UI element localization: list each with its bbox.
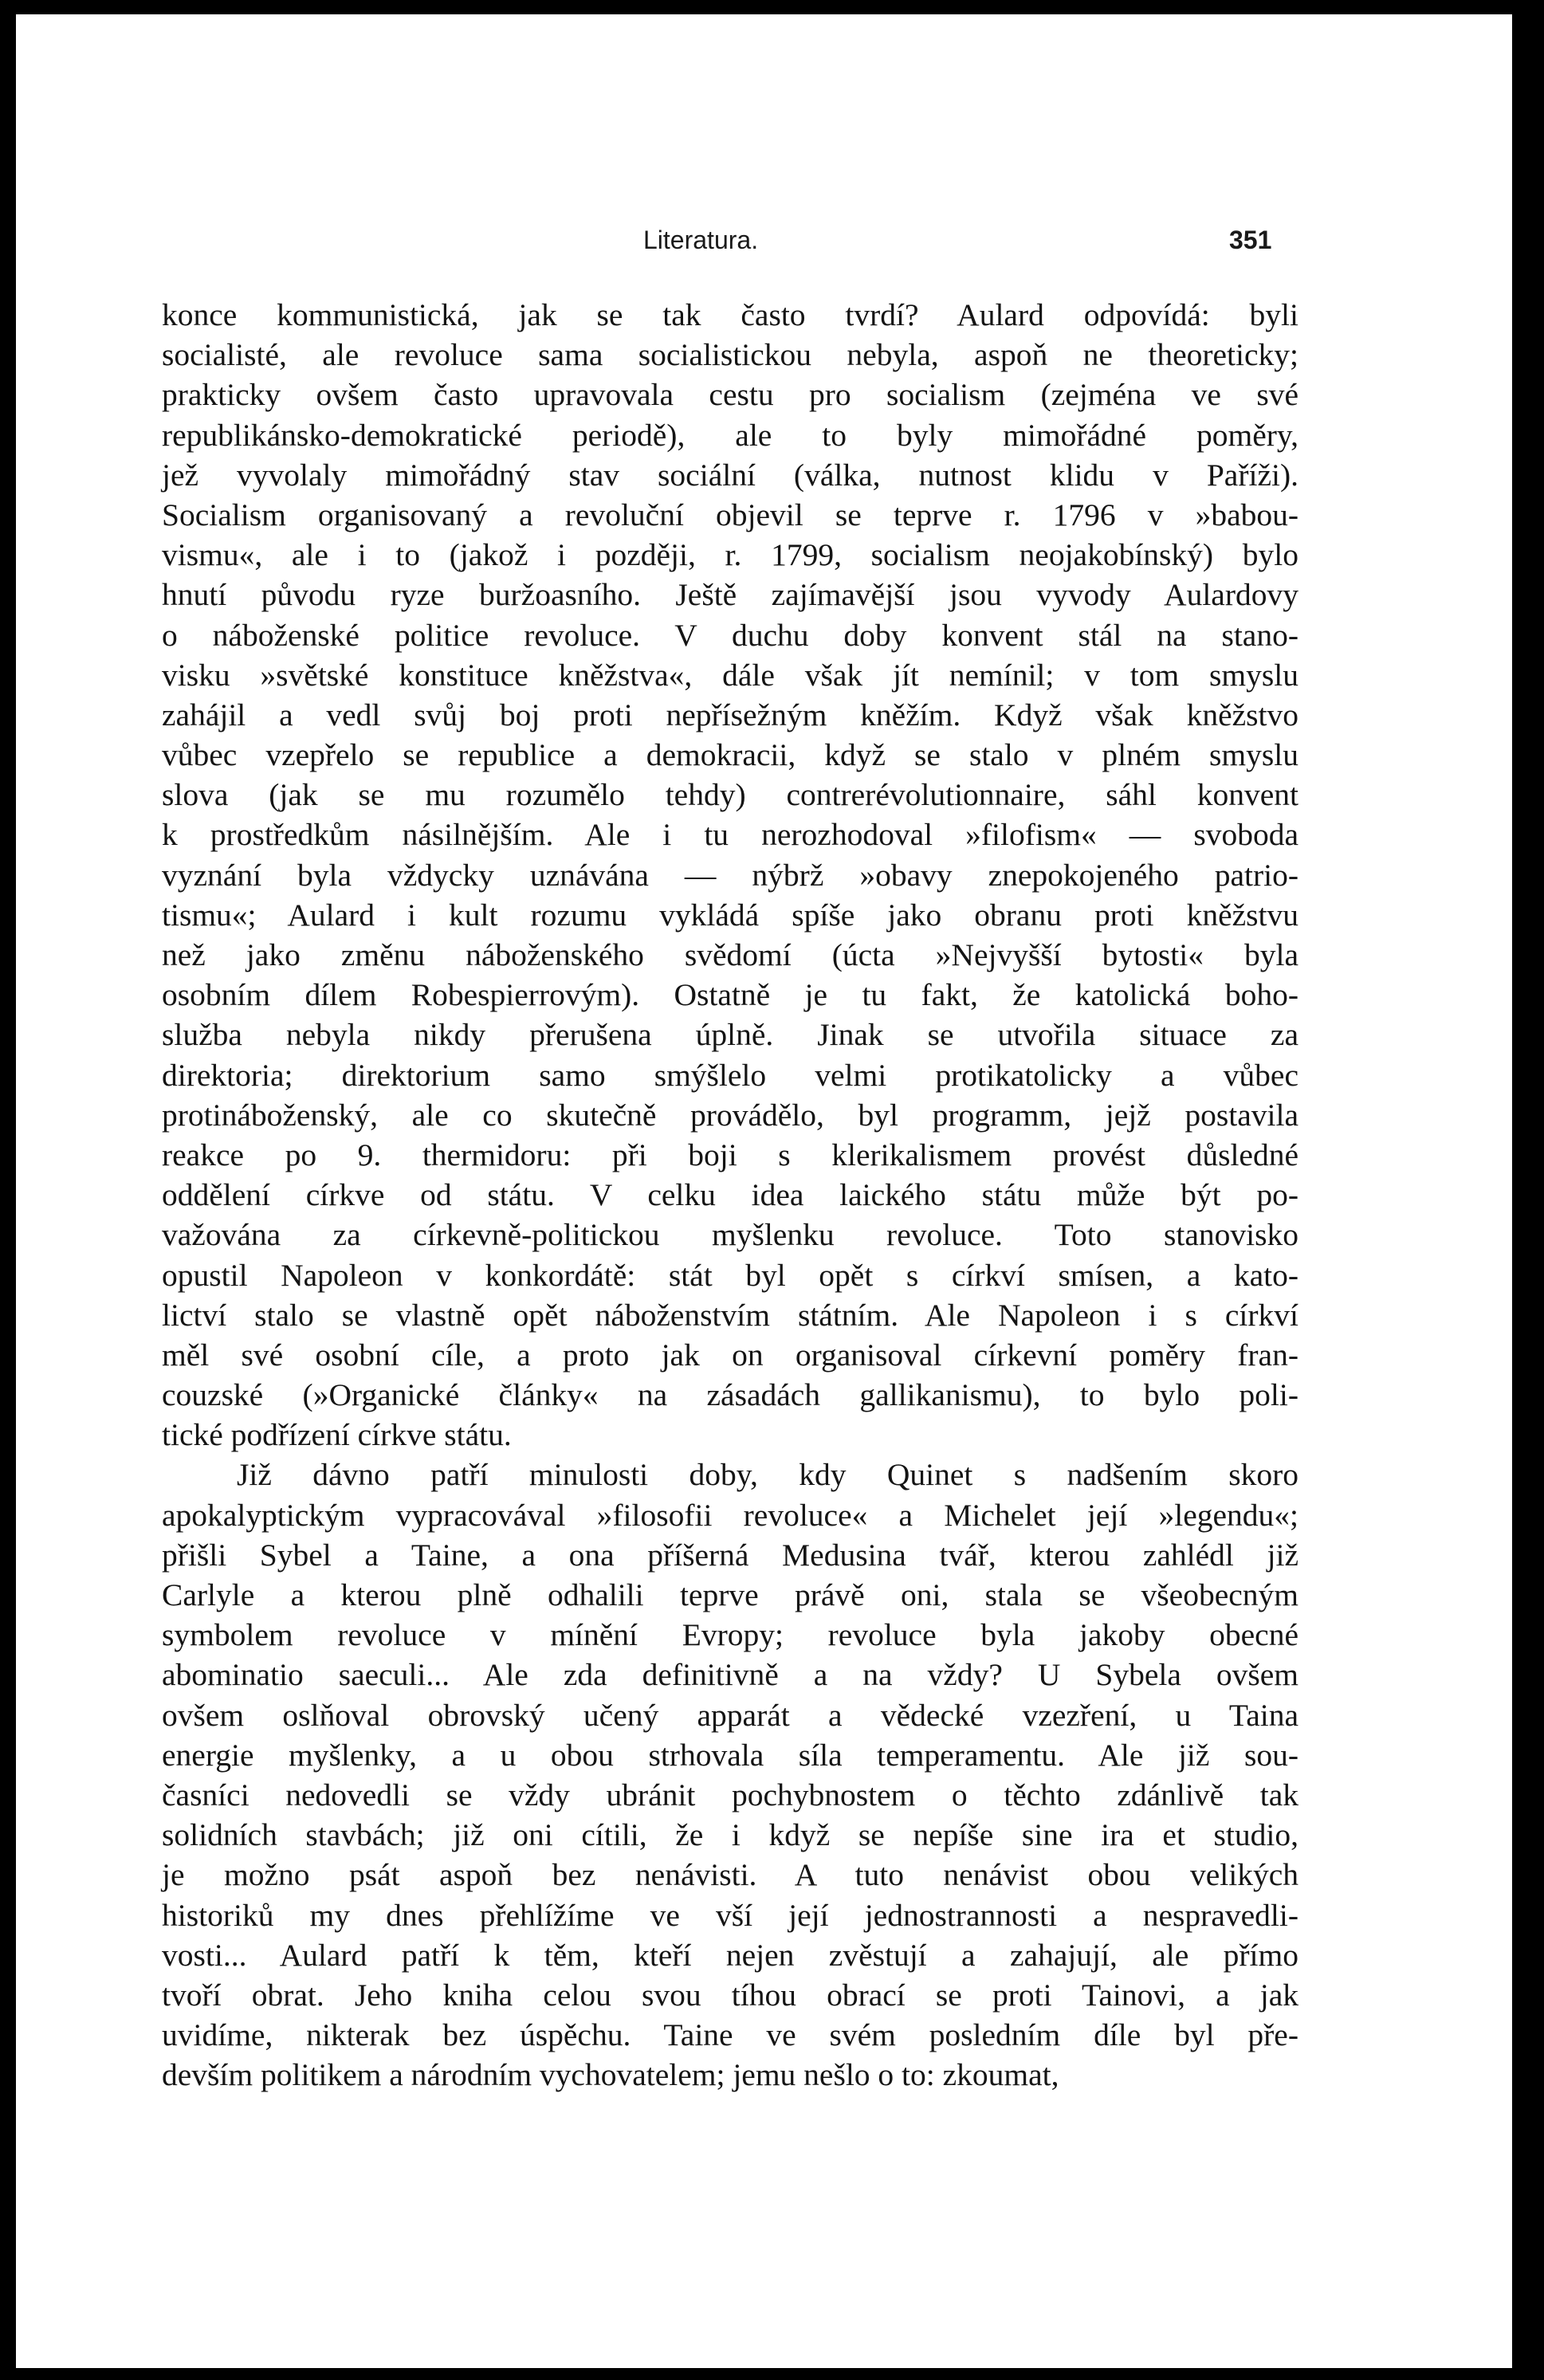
- text-line: opustil Napoleon v konkordátě: stát byl opět s církví smísen, a kato-: [162, 1257, 1298, 1293]
- text-line: vismu«, ale i to (jakož i později, r. 1799, socialism neojakobínský) bylo: [162, 537, 1298, 573]
- running-head: Literatura.: [643, 226, 759, 254]
- text-line: energie myšlenky, a u obou strhovala síla temperamentu. Ale již sou-: [162, 1737, 1298, 1773]
- paragraph: [162, 1455, 1298, 2095]
- text-line: k prostředkům násilnějším. Ale i tu nerozhodoval »filofism« — svoboda: [162, 817, 1298, 853]
- body-text: [162, 295, 1298, 2095]
- text-line: devším politikem a národním vychovatelem; jemu nešlo o to: zkoumat,: [162, 2057, 1059, 2093]
- text-line: osobním dílem Robespierrovým). Ostatně je tu fakt, že katolická boho-: [162, 977, 1298, 1013]
- text-line: slova (jak se mu rozumělo tehdy) contrerévolutionnaire, sáhl konvent: [162, 777, 1298, 813]
- text-line: ovšem oslňoval obrovský učený apparát a vědecké vzezření, u Taina: [162, 1697, 1298, 1733]
- page-header: [16, 226, 1512, 257]
- text-line: je možno psát aspoň bez nenávisti. A tuto nenávist obou velikých: [162, 1857, 1298, 1893]
- text-line: oddělení církve od státu. V celku idea laického státu může být po-: [162, 1177, 1298, 1213]
- text-line: uvidíme, nikterak bez úspěchu. Taine ve svém posledním díle byl pře-: [162, 2017, 1298, 2053]
- text-line: přišli Sybel a Taine, a ona příšerná Medusina tvář, kterou zahlédl již: [162, 1537, 1298, 1573]
- text-line: historiků my dnes přehlížíme ve vší její jednostrannosti a nespravedli-: [162, 1897, 1298, 1933]
- text-line: hnutí původu ryze buržoasního. Ještě zajímavější jsou vyvody Aulardovy: [162, 577, 1298, 613]
- text-line: važována za církevně-politickou myšlenku revoluce. Toto stanovisko: [162, 1217, 1298, 1253]
- text-line: Carlyle a kterou plně odhalili teprve právě oni, stala se všeobecným: [162, 1577, 1298, 1612]
- text-line: časníci nedovedli se vždy ubránit pochybnostem o těchto zdánlivě tak: [162, 1777, 1298, 1812]
- text-line: tvoří obrat. Jeho kniha celou svou tíhou obrací se proti Tainovi, a jak: [162, 1977, 1298, 2013]
- text-line: abominatio saeculi... Ale zda definitivně a na vždy? U Sybela ovšem: [162, 1657, 1298, 1693]
- text-line: tismu«; Aulard i kult rozumu vykládá spíše jako obranu proti kněžstvu: [162, 897, 1298, 933]
- text-line: zahájil a vedl svůj boj proti nepřísežným kněžím. Když však kněžstvo: [162, 697, 1298, 732]
- text-line: direktoria; direktorium samo smýšlelo velmi protikatolicky a vůbec: [162, 1057, 1298, 1093]
- text-line: měl své osobní cíle, a proto jak on organisoval církevní poměry fran-: [162, 1337, 1298, 1373]
- text-line: apokalyptickým vypracovával »filosofii revoluce« a Michelet její »legendu«;: [162, 1497, 1298, 1533]
- text-line: solidních stavbách; již oni cítili, že i když se nepíše sine ira et studio,: [162, 1817, 1298, 1853]
- text-line: Socialism organisovaný a revoluční objevil se teprve r. 1796 v »babou-: [162, 497, 1298, 532]
- text-line: republikánsko-demokratické periodě), ale to byly mimořádné poměry,: [162, 417, 1298, 453]
- text-line: vyznání byla vždycky uznávána — nýbrž »obavy znepokojeného patrio-: [162, 857, 1298, 893]
- scanned-page: [16, 14, 1512, 2368]
- text-line: couzské (»Organické články« na zásadách gallikanismu), to bylo poli-: [162, 1377, 1298, 1413]
- text-line: protináboženský, ale co skutečně provádělo, byl programm, jejž postavila: [162, 1097, 1298, 1133]
- text-line: služba nebyla nikdy přerušena úplně. Jinak se utvořila situace za: [162, 1017, 1298, 1053]
- page-number: 351: [1229, 226, 1272, 254]
- text-line: o náboženské politice revoluce. V duchu doby konvent stál na stano-: [162, 617, 1298, 653]
- text-line: lictví stalo se vlastně opět náboženstvím státním. Ale Napoleon i s církví: [162, 1297, 1298, 1333]
- text-line: než jako změnu náboženského svědomí (úcta »Nejvyšší bytosti« byla: [162, 937, 1298, 972]
- text-line: symbolem revoluce v mínění Evropy; revoluce byla jakoby obecné: [162, 1617, 1298, 1653]
- paragraph: [162, 295, 1298, 1455]
- text-line: reakce po 9. thermidoru: při boji s klerikalismem provést důsledné: [162, 1137, 1298, 1172]
- text-line: visku »světské konstituce kněžstva«, dále však jít nemínil; v tom smyslu: [162, 657, 1298, 693]
- text-line: vůbec vzepřelo se republice a demokracii, když se stalo v plném smyslu: [162, 737, 1298, 773]
- text-line: konce kommunistická, jak se tak často tvrdí? Aulard odpovídá: byli: [162, 297, 1298, 332]
- text-line: tické podřízení církve státu.: [162, 1417, 512, 1453]
- text-line: vosti... Aulard patří k těm, kteří nejen zvěstují a zahajují, ale přímo: [162, 1937, 1298, 1973]
- text-line: socialisté, ale revoluce sama socialistickou nebyla, aspoň ne theoreticky;: [162, 337, 1298, 373]
- text-line: jež vyvolaly mimořádný stav sociální (válka, nutnost klidu v Paříži).: [162, 457, 1298, 493]
- text-line: Již dávno patří minulosti doby, kdy Quinet s nadšením skoro: [237, 1457, 1298, 1493]
- text-line: prakticky ovšem často upravovala cestu pro socialism (zejména ve své: [162, 377, 1298, 413]
